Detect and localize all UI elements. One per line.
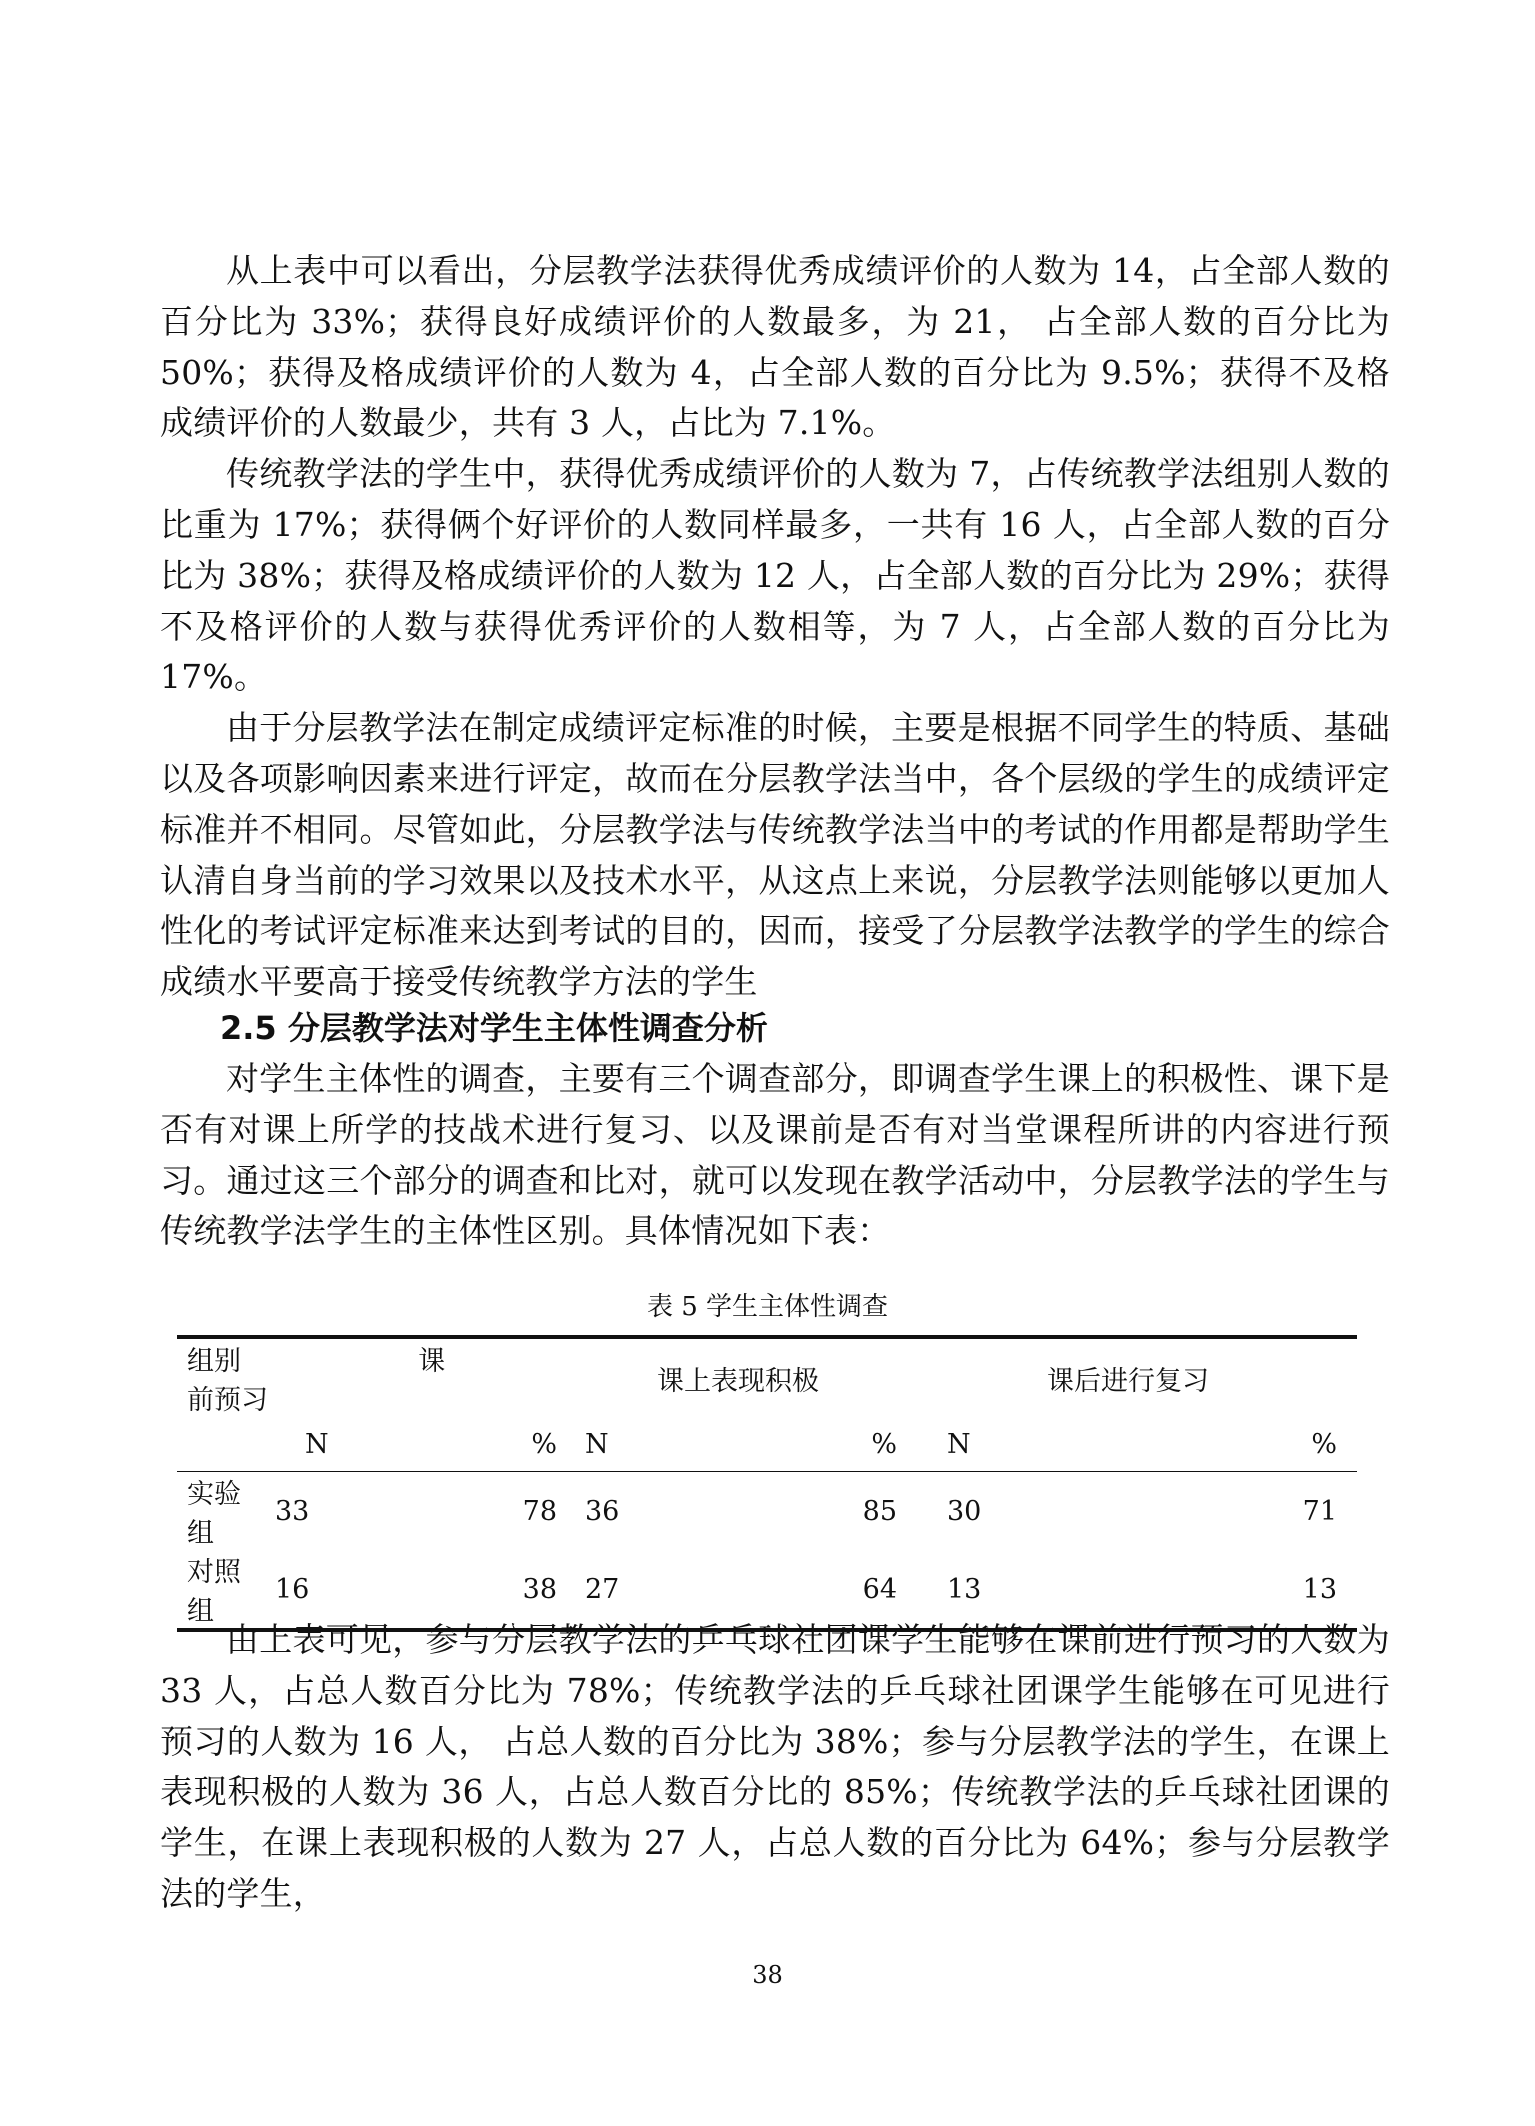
row-p3: 71: [1302, 1495, 1337, 1527]
paragraph: 由上表可见，参与分层教学法的乒乓球社团课学生能够在课前进行预习的人数为 33 人，占总人数百分比为 78%；传统教学法的乒乓球社团课学生能够在可见进行预习的人数为 16 人， 占总人数的百分比为 38%；参与分层教学法的学生，在课上表现积极的人数为 36 人，占总人数百分比的 85%；传统教学法的乒乓球社团课的学生，在课上表现积极的人数为 27 人，占总人数的百分比为 64%；参与分层教学法的学生，: [160, 1620, 1390, 1913]
table-subheader-row: [177, 1417, 1357, 1472]
section-heading: 2.5 分层教学法对学生主体性调查分析: [220, 1009, 768, 1047]
body-text-bottom: [160, 1615, 1390, 1920]
body-text-mid: [160, 1054, 1390, 1257]
row-n2: 27: [585, 1573, 620, 1605]
paragraph: 对学生主体性的调查，主要有三个调查部分，即调查学生课上的积极性、课下是否有对课上所学的技战术进行复习、以及课前是否有对当堂课程所讲的内容进行预习。通过这三个部分的调查和比对，就可以发现在教学活动中，分层教学法的学生与传统教学法学生的主体性区别。具体情况如下表：: [160, 1059, 1390, 1251]
paragraph: 从上表中可以看出，分层教学法获得优秀成绩评价的人数为 14，占全部人数的百分比为 33%；获得良好成绩评价的人数最多，为 21， 占全部人数的百分比为 50%；获得及格成绩评价的人数为 4，占全部人数的百分比为 9.5%；获得不及格成绩评价的人数最少，共有 3 人，占比为 7.1%。: [160, 251, 1390, 443]
row-p2: 85: [862, 1495, 897, 1527]
row-p1: 78: [522, 1495, 557, 1527]
sub-n2: N: [585, 1428, 609, 1460]
table-header-row: [177, 1337, 1357, 1417]
survey-table: [177, 1335, 1357, 1632]
sub-p1: %: [531, 1428, 557, 1460]
page-number: 38: [752, 1961, 783, 1989]
sub-p3: %: [1311, 1428, 1337, 1460]
row-n1: 16: [275, 1573, 310, 1605]
paragraph: 传统教学法的学生中，获得优秀成绩评价的人数为 7，占传统教学法组别人数的比重为 17%；获得俩个好评价的人数同样最多，一共有 16 人，占全部人数的百分比为 38%；获得及格成绩评价的人数为 12 人，占全部人数的百分比为 29%；获得不及格评价的人数与获得优秀评价的人数相等，为 7 人，占全部人数的百分比为 17%。: [160, 454, 1390, 697]
row-n1: 33: [275, 1495, 310, 1527]
table-row: [177, 1472, 1357, 1551]
header-col2: 课上表现积极: [657, 1365, 819, 1397]
header-group: 组别 课前预习: [187, 1346, 446, 1416]
header-col1: 课前预习: [187, 1346, 446, 1416]
sub-p2: %: [871, 1428, 897, 1460]
body-text-top: [160, 246, 1390, 1008]
row-p1: 38: [522, 1573, 557, 1605]
row-group: 对照组: [187, 1557, 241, 1627]
row-p3: 13: [1302, 1573, 1337, 1605]
paragraph: 由于分层教学法在制定成绩评定标准的时候，主要是根据不同学生的特质、基础以及各项影响因素来进行评定，故而在分层教学法当中，各个层级的学生的成绩评定标准并不相同。尽管如此，分层教学法与传统教学法当中的考试的作用都是帮助学生认清自身当前的学习效果以及技术水平，从这点上来说，分层教学法则能够以更加人性化的考试评定标准来达到考试的目的，因而，接受了分层教学法教学的学生的综合成绩水平要高于接受传统教学方法的学生: [160, 708, 1390, 1002]
header-col3: 课后进行复习: [1047, 1365, 1209, 1397]
sub-n3: N: [947, 1428, 971, 1460]
row-p2: 64: [862, 1573, 897, 1605]
row-n2: 36: [585, 1495, 620, 1527]
sub-n1: N: [305, 1428, 329, 1460]
row-n3: 13: [947, 1573, 982, 1605]
table-caption: 表 5 学生主体性调查: [646, 1292, 889, 1322]
row-n3: 30: [947, 1495, 982, 1527]
row-group: 实验组: [187, 1479, 241, 1549]
